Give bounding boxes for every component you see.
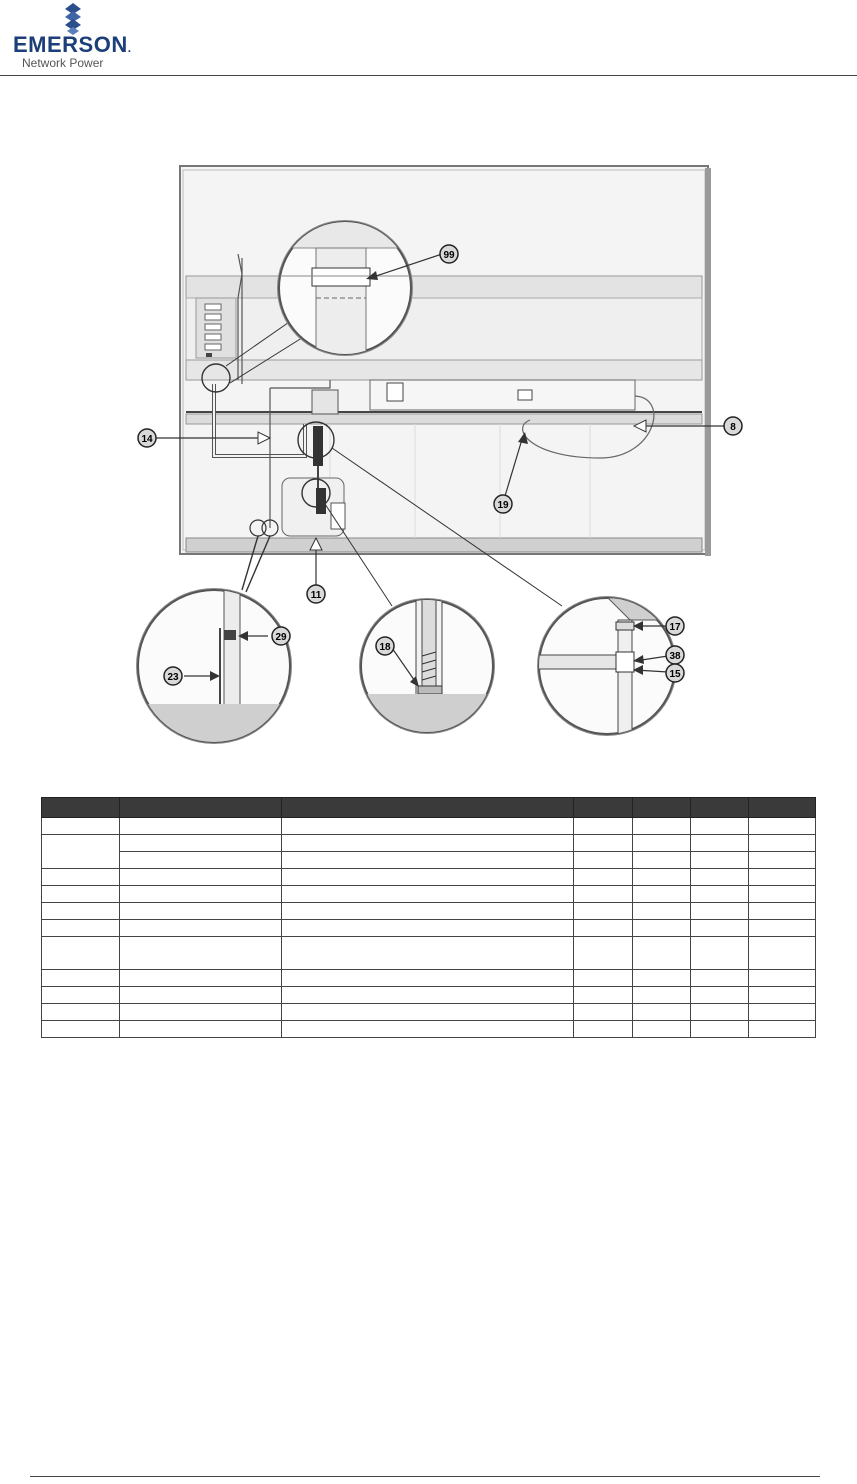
table-row [42,818,816,835]
table-header-cell [282,798,574,818]
table-row [42,852,816,869]
table-row [42,920,816,937]
callout-14 [138,429,156,447]
callout-14-label: 14 [141,434,153,445]
table-row [42,970,816,987]
callout-15-label: 15 [669,669,681,680]
table-row [42,869,816,886]
emerson-logo-icon [60,2,86,36]
detail-view-29-23 [130,588,300,750]
callout-11-label: 11 [310,590,322,601]
table-header-cell [120,798,282,818]
header-divider [0,75,857,76]
table-row [42,1021,816,1038]
page-header [0,0,857,76]
callout-23-label: 23 [167,672,179,683]
callout-19-label: 19 [497,500,509,511]
table-header-cell [691,798,749,818]
table-header-cell [749,798,816,818]
callout-18-label: 18 [379,642,391,653]
cabinet-outline [180,166,711,556]
detail-view-18 [359,598,500,734]
callout-8 [724,417,742,435]
table-header-cell [633,798,691,818]
callout-23 [164,667,182,685]
callout-99-label: 99 [443,250,455,261]
callout-38 [666,646,684,664]
callout-99 [440,245,458,263]
callout-17 [666,617,684,635]
table-row [42,835,816,852]
table-row [42,1004,816,1021]
brand-trademark: . [127,41,132,55]
table-header-row [42,798,816,818]
table-header-cell [42,798,120,818]
callout-15 [666,664,684,682]
callout-38-label: 38 [669,651,681,662]
parts-table [41,797,816,1038]
brand-name: EMERSON [13,32,128,57]
table-row [42,937,816,970]
callout-18 [376,637,394,655]
callout-8-label: 8 [730,422,736,433]
footer-divider [30,1476,820,1477]
brand-wordmark [13,32,132,58]
table-row [42,987,816,1004]
callout-17-label: 17 [669,622,681,633]
table-header-cell [574,798,633,818]
callout-29-label: 29 [275,632,287,643]
brand-subline: Network Power [22,56,104,70]
callout-19 [494,495,512,513]
unit-parts-diagram [130,158,770,750]
callout-11 [307,585,325,603]
table-row [42,886,816,903]
table-row [42,903,816,920]
callout-29 [272,627,290,645]
